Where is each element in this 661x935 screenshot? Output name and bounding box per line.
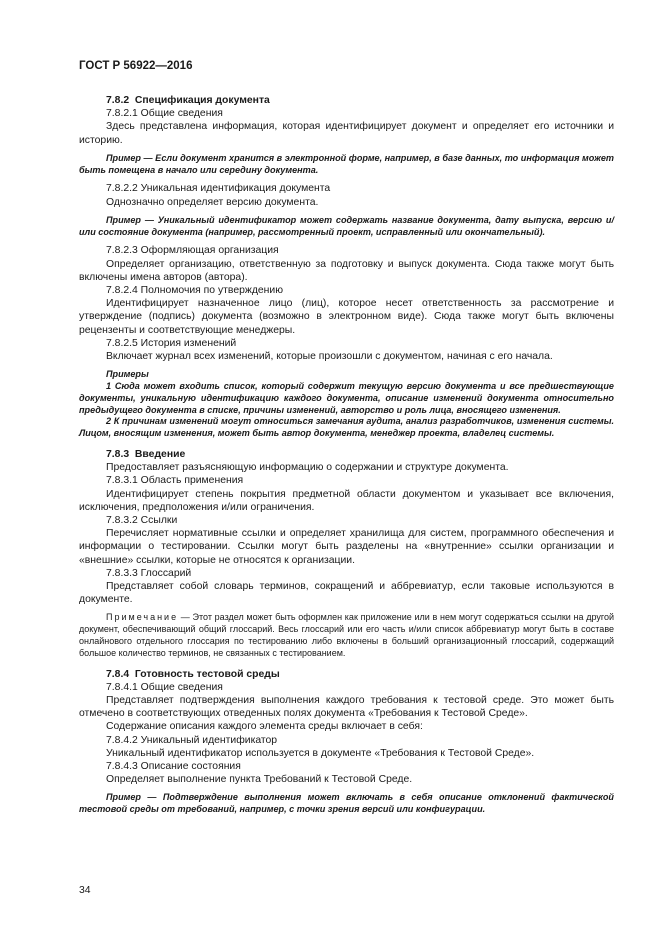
paragraph: Определяет организацию, ответственную за подготовку и выпуск документа. Сюда также могут быть включены имена авторов (автора). [79,258,614,283]
paragraph: Перечисляет нормативные ссылки и определяет хранилища для систем, программного обеспечения и информации о тестировании. Ссылки могут быть разделены на «внутренние» ссылки организации и «внешние» ссылки, которые не относятся к организации. [79,528,614,566]
section-7-8-3-1-title: 7.8.3.1 Область применения [106,475,244,487]
paragraph: Уникальный идентификатор используется в документе «Требования к Тестовой Среде». [106,747,535,759]
example-text: Пример — Уникальный идентификатор может содержать название документа, дату выпуска, версию и/или состояние документа (например, рассмотренный проект, исправленный или окончательный). [79,214,614,237]
paragraph: Однозначно определяет версию документа. [106,196,319,208]
section-7-8-4-3-title: 7.8.4.3 Описание состояния [106,761,241,773]
document-header: ГОСТ Р 56922—2016 [79,60,193,72]
examples-heading: Примеры [106,369,149,380]
paragraph: Идентифицирует степень покрытия предметной области документом и указывает все включения, исключения, предположения и/или ограничения. [79,488,614,513]
section-7-8-4-1-title: 7.8.4.1 Общие сведения [106,681,223,693]
section-7-8-2-4-title: 7.8.2.4 Полномочия по утверждению [106,285,284,297]
note-text: Примечание — Этот раздел может быть оформлен как приложение или в нем могут содержаться ссылки на другой документ, обеспечивающий общий глоссарий. Весь глоссарий или его часть и/или список аббревиатур могут быть в составе онлайнового отдельного глоссария по тестированию либо включены в больший организационный глоссарий, содержащий большое количество терминов, не связанных с тестированием. [79,612,614,658]
section-7-8-2-3-title: 7.8.2.3 Оформляющая организация [106,245,279,257]
section-7-8-2-2-title: 7.8.2.2 Уникальная идентификация документа [106,183,331,195]
section-7-8-4-2-title: 7.8.4.2 Уникальный идентификатор [106,734,278,746]
section-7-8-3-title: 7.8.3 Введение [106,449,186,461]
example-text: Пример — Если документ хранится в электронной форме, например, в базе данных, то информация может быть помещена в начало или середину документа. [79,152,614,175]
section-7-8-4-title: 7.8.4 Готовность тестовой среды [106,668,280,680]
paragraph: Предоставляет разъясняющую информацию о содержании и структуре документа. [106,462,509,474]
paragraph: Идентифицирует назначенное лицо (лиц), которое несет ответственность за рассмотрение и утверждение (подпись) документа (возможно в электронном виде). Сюда также могут быть включены рецензенты и соответствующие менеджеры. [79,298,614,336]
section-7-8-3-2-title: 7.8.3.2 Ссылки [106,515,178,527]
paragraph: Определяет выполнение пункта Требований к Тестовой Среде. [106,774,413,786]
section-7-8-3-3-title: 7.8.3.3 Глоссарий [106,567,192,579]
page-number: 34 [79,885,91,896]
example-text: 1 Сюда может входить список, который содержит текущую версию документа и все предшествующие документы, уникальную идентификацию каждого документа, описание изменений документа относительно предыдущего документа в списке, причины изменений, авторство и роль лица, вносящего изменения. [79,381,614,415]
note-label: Примечание [106,612,179,623]
paragraph: Представляет собой словарь терминов, сокращений и аббревиатур, если таковые используются в документе. [79,581,614,606]
example-text: 2 К причинам изменений могут относиться замечания аудита, анализ разработчиков, изменения системы. Лицом, вносящим изменения, может быть автор документа, менеджер проекта, владелец системы. [79,416,614,439]
document-page [79,60,614,816]
section-7-8-2-title: 7.8.2 Спецификация документа [106,95,270,106]
section-7-8-2-1-title: 7.8.2.1 Общие сведения [106,108,223,120]
paragraph: Содержание описания каждого элемента среды включает в себя: [106,721,423,733]
paragraph: Включает журнал всех изменений, которые произошли с документом, начиная с его начала. [106,351,553,363]
paragraph: Представляет подтверждения выполнения каждого требования к тестовой среде. Это может быть отмечено в соответствующих отведенных полях документа «Требования к Тестовой Среде». [79,695,614,720]
example-text: Пример — Подтверждение выполнения может включать в себя описание отклонений фактической тестовой среды от требований, например, с точки зрения версий или конфигурации. [79,792,614,815]
paragraph: Здесь представлена информация, которая идентифицирует документ и определяет его источники и историю. [79,121,614,146]
section-7-8-2-5-title: 7.8.2.5 История изменений [106,337,237,349]
